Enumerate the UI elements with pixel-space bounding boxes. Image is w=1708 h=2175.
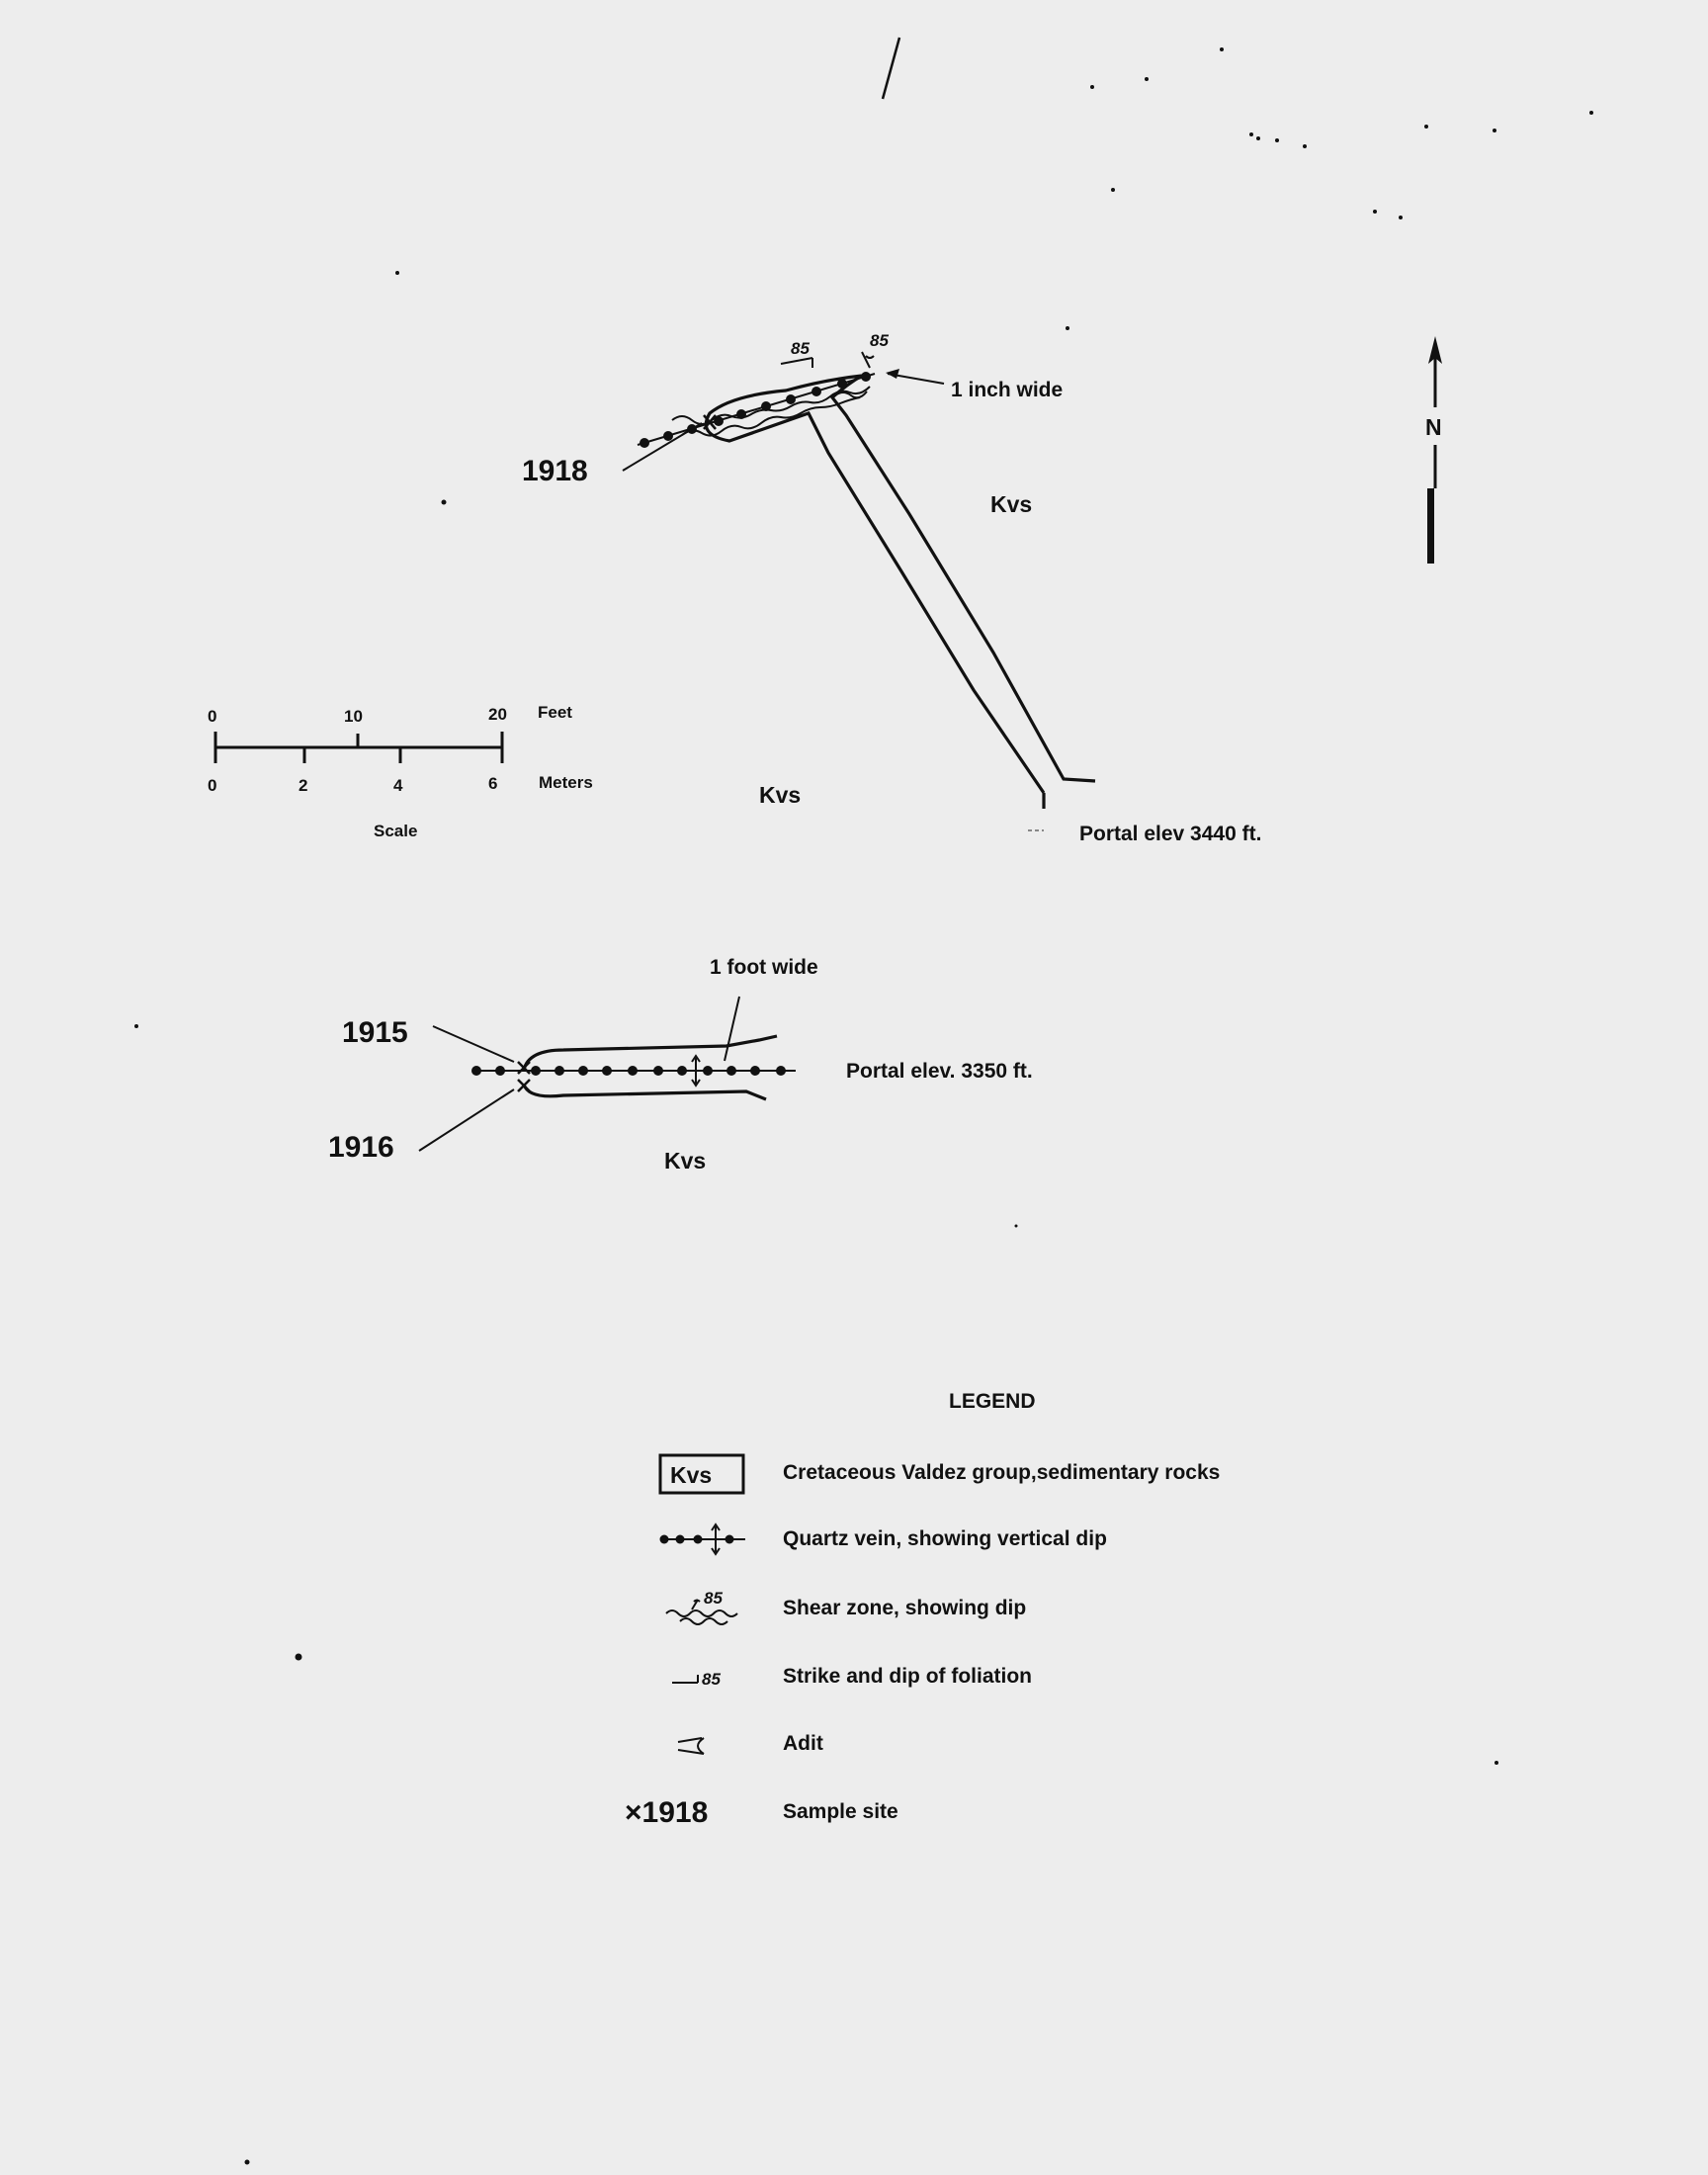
lower-adit-outline-top — [524, 1036, 777, 1070]
legend-item-rocks: Cretaceous Valdez group,sedimentary rocks — [783, 1461, 1221, 1484]
legend — [625, 1390, 1220, 1829]
upper-shear-dip-symbol — [862, 352, 874, 368]
upper-foliation-symbol — [781, 358, 812, 368]
lower-sample-label-bottom: 1916 — [328, 1131, 394, 1164]
upper-rock-unit-south: Kvs — [759, 782, 802, 808]
legend-item-adit: Adit — [783, 1732, 823, 1755]
lower-rock-unit: Kvs — [664, 1148, 707, 1174]
svg-text:85: 85 — [704, 1589, 723, 1608]
scale-meters-unit: Meters — [539, 773, 593, 792]
lower-width-arrow — [725, 997, 739, 1061]
scale-feet-0: 0 — [208, 707, 217, 726]
scale-feet-unit: Feet — [538, 703, 572, 722]
lower-adit — [328, 956, 1033, 1174]
legend-adit-symbol — [678, 1738, 704, 1754]
scale-meters-2: 2 — [299, 776, 308, 795]
north-arrow-label: N — [1425, 414, 1442, 440]
upper-portal-label: Portal elev 3440 ft. — [1079, 823, 1262, 845]
lower-sample-x-2 — [518, 1080, 530, 1091]
upper-width-arrowhead — [886, 369, 899, 379]
lower-sample-leader-bottom — [419, 1089, 514, 1151]
upper-adit — [522, 331, 1261, 845]
svg-text:85: 85 — [702, 1670, 721, 1689]
scale-bar — [208, 703, 593, 840]
legend-item-sample: Sample site — [783, 1800, 898, 1823]
scale-feet-20: 20 — [488, 705, 507, 724]
upper-shear-dip: 85 — [870, 331, 889, 350]
legend-foliation-symbol — [672, 1670, 721, 1689]
lower-adit-outline-bottom — [524, 1085, 766, 1099]
lower-sample-label-top: 1915 — [342, 1016, 408, 1049]
upper-sample-leader — [623, 423, 702, 471]
upper-width-note: 1 inch wide — [951, 379, 1064, 401]
legend-kvs-symbol: Kvs — [670, 1462, 713, 1488]
lower-sample-leader-top — [433, 1026, 514, 1062]
scale-meters-4: 4 — [393, 776, 403, 795]
upper-adit-outline-right — [832, 376, 1095, 781]
scale-caption: Scale — [374, 822, 418, 840]
upper-adit-outline-left — [706, 376, 1044, 809]
upper-sample-label: 1918 — [522, 455, 588, 487]
lower-sample-x-1 — [518, 1062, 530, 1074]
legend-title: LEGEND — [949, 1390, 1036, 1413]
legend-sample-symbol: ×1918 — [625, 1796, 709, 1829]
legend-item-foliation: Strike and dip of foliation — [783, 1665, 1032, 1688]
legend-item-shear: Shear zone, showing dip — [783, 1597, 1027, 1619]
scale-meters-6: 6 — [488, 774, 498, 793]
legend-quartz-vein-symbol — [660, 1524, 746, 1554]
legend-shear-zone-symbol — [666, 1589, 737, 1624]
legend-item-quartz: Quartz vein, showing vertical dip — [783, 1527, 1107, 1550]
upper-foliation-dip: 85 — [791, 339, 810, 358]
north-arrow — [1425, 336, 1442, 564]
scale-meters-0: 0 — [208, 776, 217, 795]
upper-rock-unit-east: Kvs — [990, 491, 1033, 517]
lower-portal-label: Portal elev. 3350 ft. — [846, 1060, 1033, 1083]
scale-feet-10: 10 — [344, 707, 363, 726]
lower-width-note: 1 foot wide — [710, 956, 818, 979]
